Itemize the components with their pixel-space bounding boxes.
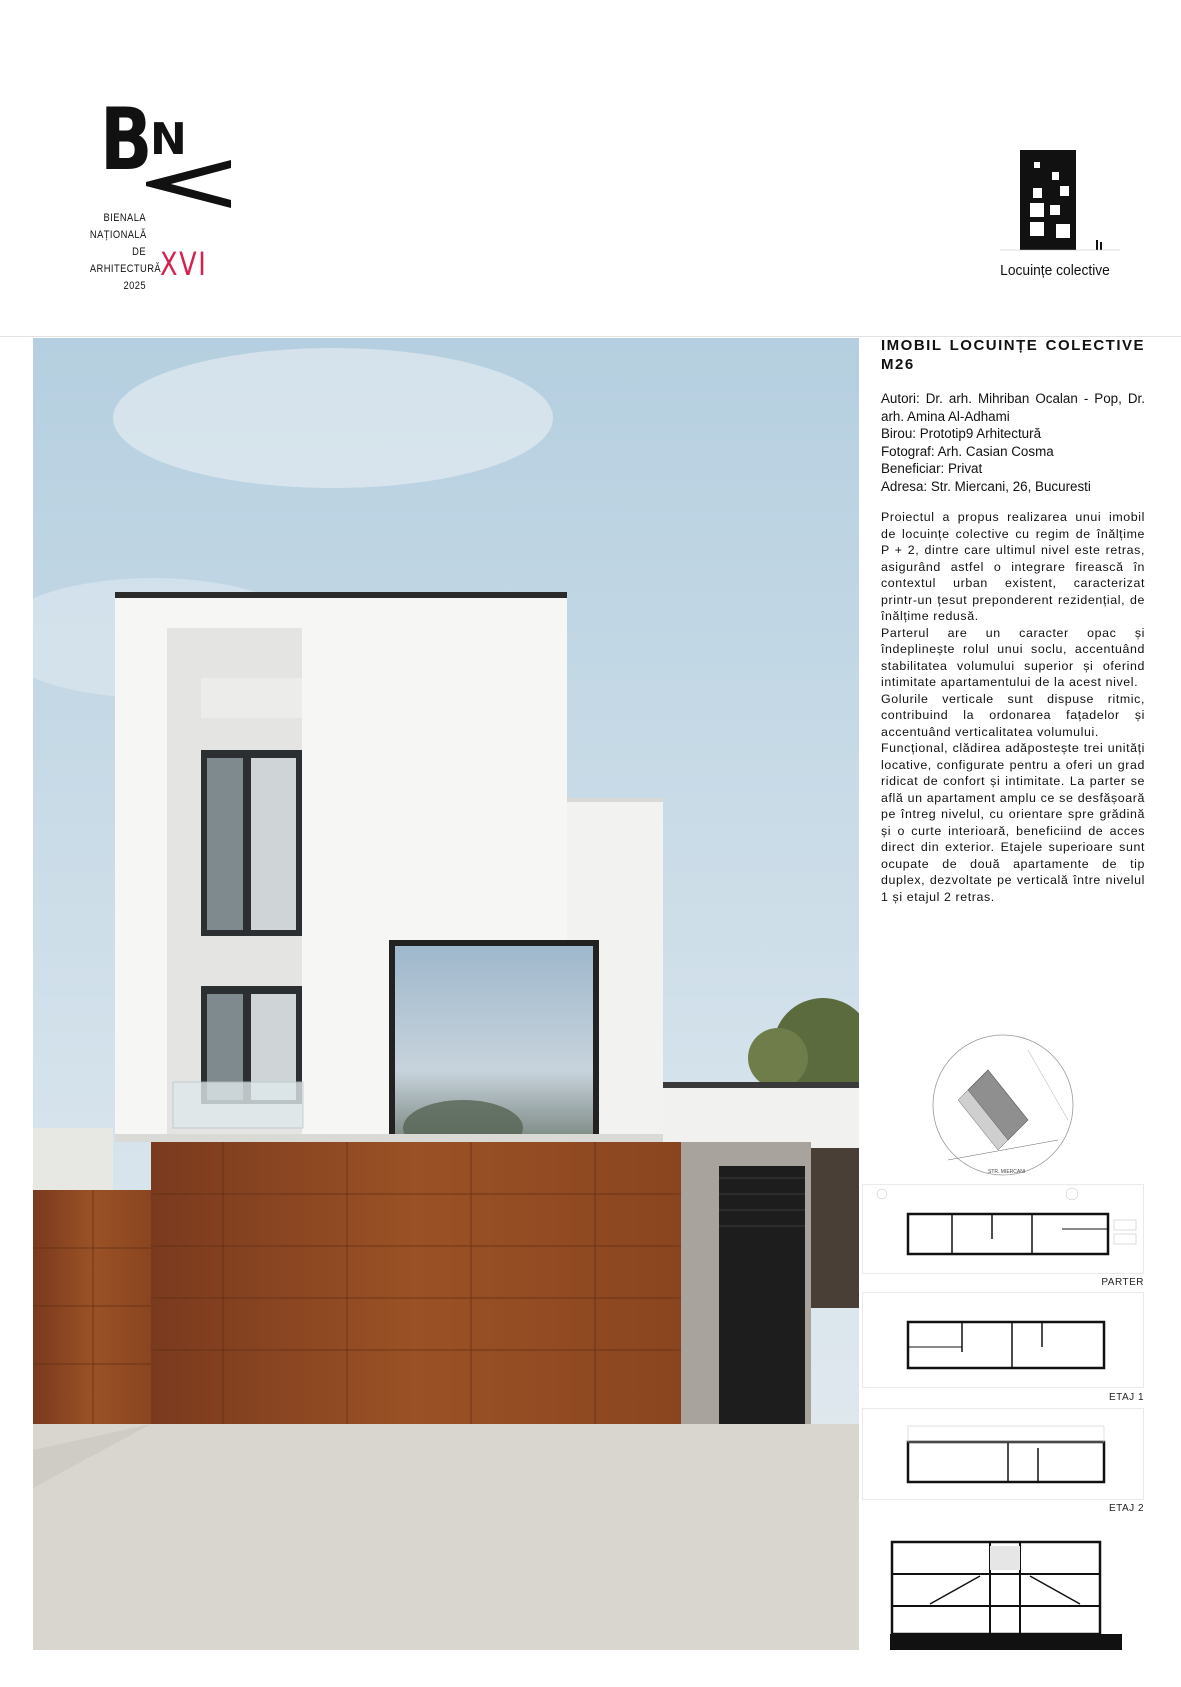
plan-label-second: ETAJ 2 (1108, 1503, 1144, 1514)
bna-letter-a-shape (146, 160, 236, 210)
first-floor-plan-drawing (862, 1292, 1144, 1388)
ground-floor-plan-drawing (862, 1184, 1144, 1274)
description-paragraph: Parterul are un caracter opac și îndeplinește rolul unui soclu, accentuând stabilitatea volumului superior și oferind intimitate apartamentului de la acest nivel. (881, 625, 1145, 689)
building-section-drawing (890, 1536, 1126, 1650)
building-photo (33, 338, 859, 1650)
apartment-building-icon (1000, 148, 1120, 258)
credit-photographer: Fotograf: Arh. Casian Cosma (881, 443, 1054, 459)
bna-caption (89, 210, 162, 295)
project-credits (881, 390, 1145, 495)
bna-caption-line: 2025 (123, 280, 146, 292)
project-info-column (881, 336, 1145, 905)
edition-number: XVI (160, 245, 208, 283)
plan-label-ground: PARTER (1101, 1277, 1144, 1288)
bna-logo (80, 90, 260, 300)
bna-caption-line: BIENALA (103, 212, 146, 224)
bna-letter-b: B (100, 90, 153, 190)
site-street-label: STR. MIERCANI (988, 1169, 1026, 1175)
bna-caption-line: NAȚIONALĂ (89, 229, 147, 241)
project-description (881, 509, 1145, 905)
second-floor-plan-drawing (862, 1408, 1144, 1500)
plan-label-first: ETAJ 1 (1108, 1392, 1144, 1403)
project-title: IMOBIL LOCUINȚE COLECTIVE M26 (881, 337, 1145, 373)
bna-letter-n: N (150, 114, 187, 165)
bna-caption-line: DE (132, 246, 146, 258)
bna-caption-line: ARHITECTURĂ (89, 263, 162, 275)
description-paragraph: Golurile verticale sunt dispuse ritmic, contribuind la ordonarea fațadelor și accentuând verticalitatea volumului. (881, 691, 1145, 739)
credit-authors: Autori: Dr. arh. Mihriban Ocalan - Pop, Dr. arh. Amina Al-Adhami (881, 391, 1145, 424)
credit-client: Beneficiar: Privat (881, 461, 983, 476)
credit-office: Birou: Prototip9 Arhitectură (881, 426, 1042, 441)
site-plan-drawing (928, 1030, 1078, 1180)
credit-address: Adresa: Str. Miercani, 26, Bucuresti (881, 478, 1091, 494)
description-paragraph: Funcțional, clădirea adăpostește trei unități locative, configurate pentru a oferi un grad ridicat de confort și intimitate. La parter se află un apartament amplu ce se desfășoară pe întreg nivelul, cu orientare spre grădină și o curte interioară, beneficiind de acces direct din exterior. Etajele superioare sunt ocupate de două apartamente de tip duplex, dezvoltate pe verticală între nivelul 1 și etajul 2 retras. (881, 741, 1145, 904)
category-label: Locuințe colective (1000, 262, 1110, 279)
description-paragraph: Proiectul a propus realizarea unui imobil de locuințe colective cu regim de înălțime P + 2, dintre care ultimul nivel este retras, asigurând astfel o integrare firească în contextul urban existent, caracterizat printr-un țesut preponderent rezidențial, de înălțime redusă. (881, 510, 1145, 623)
